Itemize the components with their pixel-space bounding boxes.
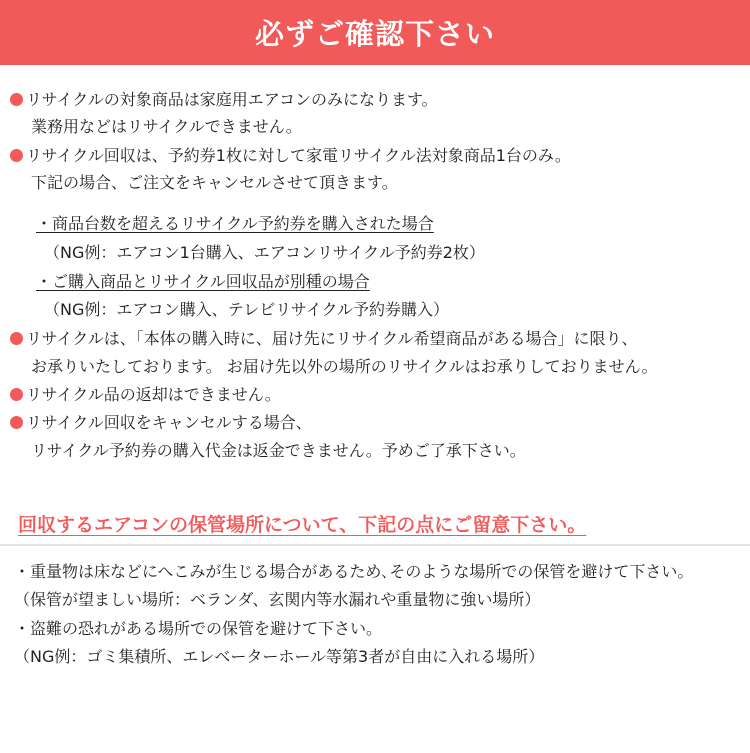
page-title: 必ずご確認下さい <box>254 17 495 51</box>
header-bar <box>0 0 750 65</box>
note-item-2 <box>10 146 571 166</box>
note-text: リサイクル回収は、予約券1枚に対して家電リサイクル法対象商品1台のみ。 <box>26 146 571 165</box>
red-dot-bullet-icon <box>10 388 23 401</box>
note-text: リサイクル品の返却はできません。 <box>26 385 281 404</box>
cancel-case-2: ・ご購入商品とリサイクル回収品が別種の場合 <box>36 272 370 291</box>
note-item-5-continued: リサイクル予約券の購入代金は返金できません。予めご了承下さい。 <box>31 441 526 460</box>
note-text: リサイクルは、「本体の購入時に、届け先にリサイクル希望商品がある場合」に限り、 <box>26 329 638 348</box>
note-item-5 <box>10 413 312 433</box>
red-dot-bullet-icon <box>10 149 23 162</box>
cancel-case-1-example: （NG例：エアコン1台購入、エアコンリサイクル予約券2枚） <box>44 243 485 262</box>
divider <box>0 544 750 546</box>
storage-note-2: ・盗難の恐れがある場所での保管を避けて下さい。 <box>14 619 383 638</box>
red-dot-bullet-icon <box>10 416 23 429</box>
note-item-1 <box>10 90 438 110</box>
red-dot-bullet-icon <box>10 332 23 345</box>
storage-note-2-detail: （NG例：ゴミ集積所、エレベーターホール等第3者が自由に入れる場所） <box>14 647 545 666</box>
note-item-4 <box>10 385 281 405</box>
cancel-case-2-example: （NG例：エアコン購入、テレビリサイクル予約券購入） <box>44 300 450 319</box>
note-item-2-continued: 下記の場合、ご注文をキャンセルさせて頂きます。 <box>31 173 398 192</box>
note-text: リサイクル回収をキャンセルする場合、 <box>26 413 312 432</box>
red-dot-bullet-icon <box>10 93 23 106</box>
note-item-1-continued: 業務用などはリサイクルできません。 <box>31 117 302 136</box>
storage-notice-heading: 回収するエアコンの保管場所について、下記の点にご留意下さい。 <box>18 514 587 536</box>
note-item-3 <box>10 329 638 349</box>
note-text: リサイクルの対象商品は家庭用エアコンのみになります。 <box>26 90 438 109</box>
storage-note-1-detail: （保管が望ましい場所：ベランダ、玄関内等水漏れや重量物に強い場所） <box>14 590 541 609</box>
note-item-3-continued: お承りいたしております。 お届け先以外の場所のリサイクルはお承りしておりません。 <box>31 357 658 376</box>
storage-note-1: ・重量物は床などにへこみが生じる場合があるため､そのような場所での保管を避けて下さい。 <box>14 562 694 581</box>
cancel-case-1: ・商品台数を超えるリサイクル予約券を購入された場合 <box>36 214 434 233</box>
